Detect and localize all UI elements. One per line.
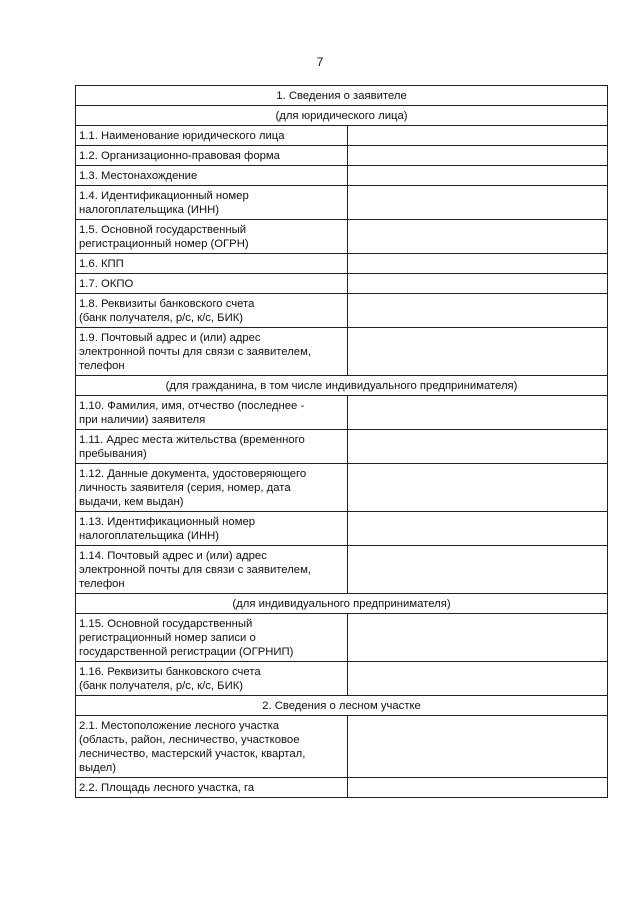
field-row (76, 186, 608, 220)
field-label-line: выдел) (79, 762, 116, 774)
field-label-line: 1.9. Почтовый адрес и (или) адрес (79, 332, 261, 344)
section-header-row (76, 594, 608, 614)
field-label-line: 1.5. Основной государственный (79, 224, 247, 236)
field-label (76, 430, 348, 464)
field-row (76, 220, 608, 254)
field-label (76, 254, 348, 274)
field-label-line: 1.3. Местонахождение (79, 170, 198, 182)
field-row (76, 294, 608, 328)
field-value-cell[interactable] (348, 614, 608, 662)
field-value-cell[interactable] (348, 274, 608, 294)
field-label-line: (банк получателя, р/с, к/с, БИК) (79, 680, 244, 692)
page-number: 7 (316, 55, 324, 69)
field-value-cell[interactable] (348, 126, 608, 146)
field-label-line: регистрационный номер (ОГРН) (79, 238, 249, 250)
field-label-line: 1.7. ОКПО (79, 278, 134, 290)
section-header-row (76, 376, 608, 396)
field-label (76, 146, 348, 166)
field-value-cell[interactable] (348, 662, 608, 696)
field-label-line: 1.14. Почтовый адрес и (или) адрес (79, 550, 267, 562)
field-label-line: 1.16. Реквизиты банковского счета (79, 666, 261, 678)
field-label-line: 1.10. Фамилия, имя, отчество (последнее - (79, 400, 305, 412)
field-row (76, 512, 608, 546)
field-value-cell[interactable] (348, 294, 608, 328)
field-label (76, 274, 348, 294)
field-value-cell[interactable] (348, 328, 608, 376)
section-header: (для юридического лица) (76, 106, 608, 126)
field-value-cell[interactable] (348, 186, 608, 220)
field-row (76, 546, 608, 594)
field-label-line: (область, район, лесничество, участковое (79, 734, 300, 746)
field-label-line: электронной почты для связи с заявителем, (79, 564, 311, 576)
field-row (76, 716, 608, 778)
field-label-line: регистрационный номер записи о (79, 632, 256, 644)
field-label-line: телефон (79, 578, 125, 590)
field-row (76, 146, 608, 166)
section-header-row (76, 86, 608, 106)
field-label (76, 546, 348, 594)
field-label-line: электронной почты для связи с заявителем, (79, 346, 311, 358)
field-label (76, 186, 348, 220)
field-value-cell[interactable] (348, 166, 608, 186)
field-value-cell[interactable] (348, 220, 608, 254)
field-label-line: 1.12. Данные документа, удостоверяющего (79, 468, 307, 480)
field-label (76, 294, 348, 328)
field-label-line: 1.6. КПП (79, 258, 124, 270)
field-value-cell[interactable] (348, 396, 608, 430)
field-label (76, 328, 348, 376)
field-label-line: при наличии) заявителя (79, 414, 206, 426)
field-label-line: 2.2. Площадь лесного участка, га (79, 782, 255, 794)
applicant-info-table (75, 85, 608, 798)
field-value-cell[interactable] (348, 546, 608, 594)
field-label-line: государственной регистрации (ОГРНИП) (79, 646, 294, 658)
field-label-line: выдачи, кем выдан) (79, 496, 184, 508)
field-label-line: лесничество, мастерский участок, квартал, (79, 748, 306, 760)
section-header: 2. Сведения о лесном участке (76, 696, 608, 716)
field-label (76, 464, 348, 512)
section-header: 1. Сведения о заявителе (76, 86, 608, 106)
field-row (76, 126, 608, 146)
field-value-cell[interactable] (348, 778, 608, 798)
field-label (76, 512, 348, 546)
field-label-line: 1.2. Организационно-правовая форма (79, 150, 280, 162)
section-header: (для гражданина, в том числе индивидуального предпринимателя) (76, 376, 608, 396)
field-label-line: 1.15. Основной государственный (79, 618, 253, 630)
field-row (76, 614, 608, 662)
field-label-line: 1.11. Адрес места жительства (временного (79, 434, 305, 446)
field-label (76, 220, 348, 254)
form-body (76, 86, 608, 798)
field-label-line: 2.1. Местоположение лесного участка (79, 720, 280, 732)
field-label (76, 778, 348, 798)
field-label-line: налогоплательщика (ИНН) (79, 530, 220, 542)
field-label-line: (банк получателя, р/с, к/с, БИК) (79, 312, 244, 324)
field-label-line: 1.1. Наименование юридического лица (79, 130, 285, 142)
field-row (76, 328, 608, 376)
field-row (76, 396, 608, 430)
field-row (76, 254, 608, 274)
section-header-row (76, 696, 608, 716)
field-row (76, 662, 608, 696)
field-label-line: налогоплательщика (ИНН) (79, 204, 220, 216)
field-label-line: 1.4. Идентификационный номер (79, 190, 249, 202)
field-value-cell[interactable] (348, 716, 608, 778)
field-label (76, 126, 348, 146)
field-label-line: личность заявителя (серия, номер, дата (79, 482, 291, 494)
field-value-cell[interactable] (348, 146, 608, 166)
field-label (76, 614, 348, 662)
field-value-cell[interactable] (348, 254, 608, 274)
field-label-line: 1.13. Идентификационный номер (79, 516, 256, 528)
field-label-line: телефон (79, 360, 125, 372)
section-header: (для индивидуального предпринимателя) (76, 594, 608, 614)
field-value-cell[interactable] (348, 512, 608, 546)
field-label-line: пребывания) (79, 448, 147, 460)
field-row (76, 778, 608, 798)
field-value-cell[interactable] (348, 430, 608, 464)
section-header-row (76, 106, 608, 126)
field-row (76, 430, 608, 464)
field-value-cell[interactable] (348, 464, 608, 512)
field-label-line: 1.8. Реквизиты банковского счета (79, 298, 255, 310)
field-label (76, 716, 348, 778)
field-row (76, 166, 608, 186)
field-label (76, 396, 348, 430)
field-row (76, 464, 608, 512)
field-label (76, 662, 348, 696)
field-row (76, 274, 608, 294)
field-label (76, 166, 348, 186)
